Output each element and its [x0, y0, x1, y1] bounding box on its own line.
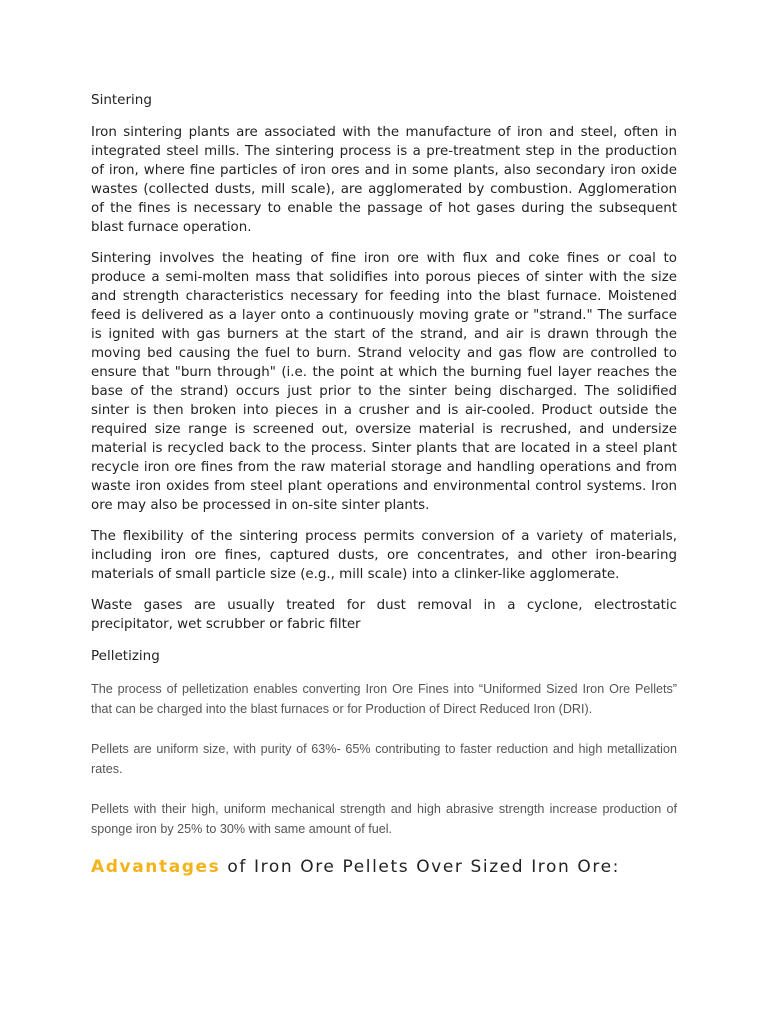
- section-heading-pelletizing: Pelletizing: [91, 648, 160, 664]
- advantages-accent-word: Advantages: [91, 857, 221, 877]
- pelletizing-paragraph-1: The process of pelletization enables converting Iron Ore Fines into “Uniformed Sized Iron Ore Pellets” that can be charged into the blast furnaces or for Production of Direct Reduced Iron (DRI).: [91, 682, 677, 716]
- sintering-paragraph-3: The flexibility of the sintering process permits conversion of a variety of materials, including iron ore fines, captured dusts, ore concentrates, and other iron-bearing materials of small particle size (e.g., mill scale) into a clinker-like agglomerate.: [91, 529, 677, 582]
- pelletizing-paragraph-2: Pellets are uniform size, with purity of 63%- 65% contributing to faster reduction and high metallization rates.: [91, 742, 677, 776]
- pelletizing-paragraph-3: Pellets with their high, uniform mechanical strength and high abrasive strength increase production of sponge iron by 25% to 30% with same amount of fuel.: [91, 802, 677, 836]
- section-heading-sintering: Sintering: [91, 92, 152, 108]
- advantages-heading: [91, 857, 677, 877]
- sintering-paragraph-4: Waste gases are usually treated for dust removal in a cyclone, electrostatic precipitator, wet scrubber or fabric filter: [91, 598, 677, 632]
- advantages-heading-rest: of Iron Ore Pellets Over Sized Iron Ore:: [220, 857, 620, 877]
- sintering-paragraph-2: Sintering involves the heating of fine iron ore with flux and coke fines or coal to produce a semi-molten mass that solidifies into porous pieces of sinter with the size and strength characteristics necessary for feeding into the blast furnace. Moistened feed is delivered as a layer onto a continuously moving grate or "strand." The surface is ignited with gas burners at the start of the strand, and air is drawn through the moving bed causing the fuel to burn. Strand velocity and gas flow are controlled to ensure that "burn through" (i.e. the point at which the burning fuel layer reaches the base of the strand) occurs just prior to the sinter being discharged. The solidified sinter is then broken into pieces in a crusher and is air-cooled. Product outside the required size range is screened out, oversize material is recrushed, and undersize material is recycled back to the process. Sinter plants that are located in a steel plant recycle iron ore fines from the raw material storage and handling operations and from waste iron oxides from steel plant operations and environmental control systems. Iron ore may also be processed in on-site sinter plants.: [91, 251, 677, 513]
- sintering-paragraph-1: Iron sintering plants are associated with the manufacture of iron and steel, often in integrated steel mills. The sintering process is a pre-treatment step in the production of iron, where fine particles of iron ores and in some plants, also secondary iron oxide wastes (collected dusts, mill scale), are agglomerated by combustion. Agglomeration of the fines is necessary to enable the passage of hot gases during the subsequent blast furnace operation.: [91, 125, 677, 235]
